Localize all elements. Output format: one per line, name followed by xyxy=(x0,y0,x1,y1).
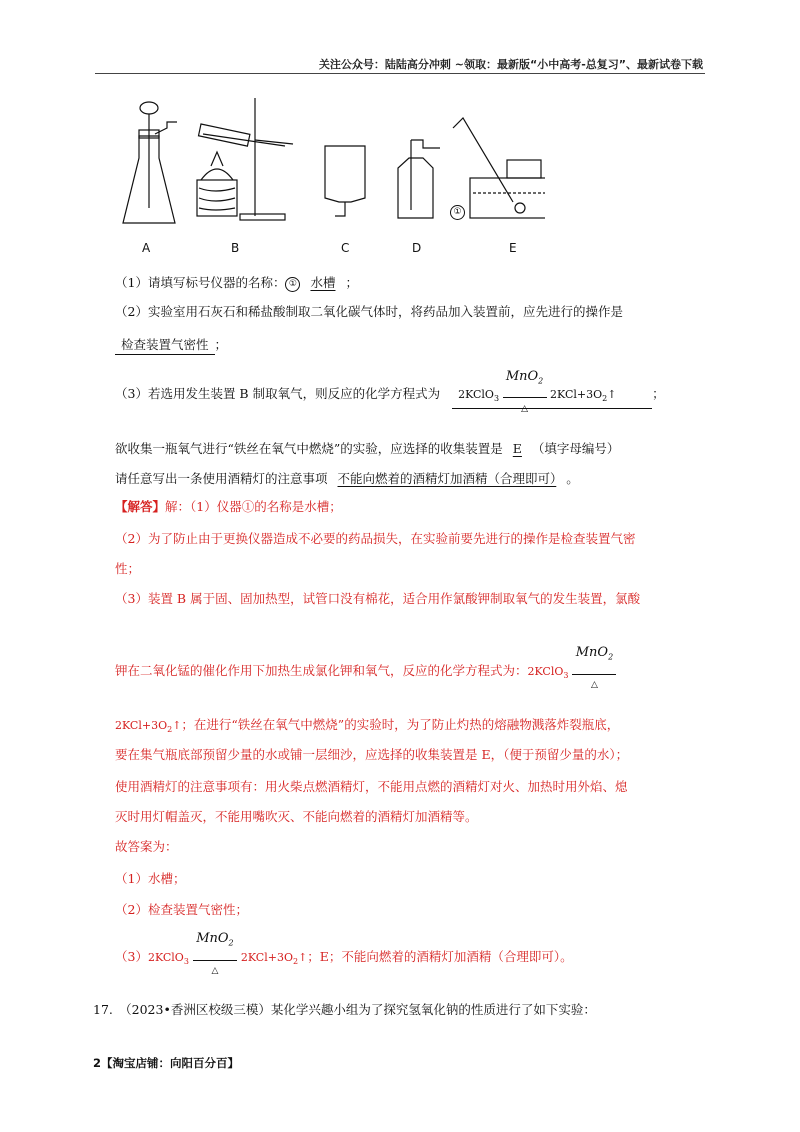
q2-line2: 检查装置气密性 ； xyxy=(115,336,227,355)
q3-line1: （3）若选用发生装置 B 制取氧气，则反应的化学方程式为 2KClO$_3$ MnO$_2$ △ $2KCl+3O_2↑$ ； xyxy=(115,369,665,414)
header-rule xyxy=(95,73,705,74)
solution-line5: 钾在二氧化锰的催化作用下加热生成氯化钾和氧气，反应的化学方程式为：2KClO$_3$ MnO$_2$ △ xyxy=(115,662,616,685)
question-17: 17. （2023•香洲区校级三模）某化学兴趣小组为了探究氢氧化钠的性质进行了如下实验： xyxy=(93,1002,596,1017)
marker-one: ① xyxy=(450,205,465,220)
apparatus-drawing xyxy=(115,98,545,238)
solution-line9: 灭时用灯帽盖灭，不能用嘴吹灭、不能向燃着的酒精灯加酒精等。 xyxy=(115,809,478,824)
label-c: C xyxy=(341,241,350,255)
solution-line7: 要在集气瓶底部预留少量的水或铺一层细沙，应选择的收集装置是 E，（便于预留少量的水）； xyxy=(115,747,629,762)
solution-line2: （2）为了防止由于更换仪器造成不必要的药品损失，在实验前要先进行的操作是检查装置气密 xyxy=(115,531,636,546)
label-b: B xyxy=(231,241,240,255)
q2-line1: （2）实验室用石灰石和稀盐酸制取二氧化碳气体时，将药品加入装置前，应先进行的操作是 xyxy=(115,304,623,319)
q1-answer: 水槽 xyxy=(310,275,336,290)
q3-lamp-answer: 不能向燃着的酒精灯加酒精（合理即可） xyxy=(337,471,557,486)
solution-line6: $2KCl+3O_2↑$；在进行“铁丝在氧气中燃烧”的实验时，为了防止灼热的熔融物溅落炸裂瓶底， xyxy=(115,717,620,735)
final-head: 故答案为： xyxy=(115,839,178,854)
solution-line1: 【解答】解：（1）仪器①的名称是水槽； xyxy=(115,499,342,514)
label-e: E xyxy=(509,241,517,255)
solution-line8: 使用酒精灯的注意事项有：用火柴点燃酒精灯，不能用点燃的酒精灯对火、加热时用外焰、熄 xyxy=(115,779,628,794)
q2-answer: 检查装置气密性 xyxy=(115,337,215,355)
solution-line4: （3）装置 B 属于固、固加热型，试管口没有棉花，适合用作氯酸钾制取氧气的发生装置，氯酸 xyxy=(115,591,641,606)
q1-line: （1）请填写标号仪器的名称： ① 水槽 ； xyxy=(115,275,358,290)
label-a: A xyxy=(142,241,151,255)
final-a3: （3）2KClO$_3$ MnO$_2$ △ $2KCl+3O_2↑$；E；不能向燃着的酒精灯加酒精（合理即可）。 xyxy=(115,931,573,976)
q3-equation: 2KClO$_3$ MnO$_2$ △ $2KCl+3O_2↑$ xyxy=(452,387,652,409)
q3-collect-answer: E xyxy=(512,441,522,456)
page-footer: 2【淘宝店铺：向阳百分百】 xyxy=(93,1056,240,1070)
label-d: D xyxy=(412,241,422,255)
q3-line2: 欲收集一瓶氧气进行“铁丝在氧气中燃烧”的实验，应选择的收集装置是 E （填字母编号） xyxy=(115,441,620,456)
q3-line3: 请任意写出一条使用酒精灯的注意事项 不能向燃着的酒精灯加酒精（合理即可） 。 xyxy=(115,471,579,486)
page-header: 关注公众号：陆陆高分冲刺 ~领取：最新版“小中高考-总复习”、最新试卷下载 xyxy=(318,58,703,71)
final-a1: （1）水槽； xyxy=(115,871,186,886)
apparatus-figure xyxy=(115,98,545,263)
final-a2: （2）检查装置气密性； xyxy=(115,902,248,917)
solution-line3: 性； xyxy=(115,561,141,576)
